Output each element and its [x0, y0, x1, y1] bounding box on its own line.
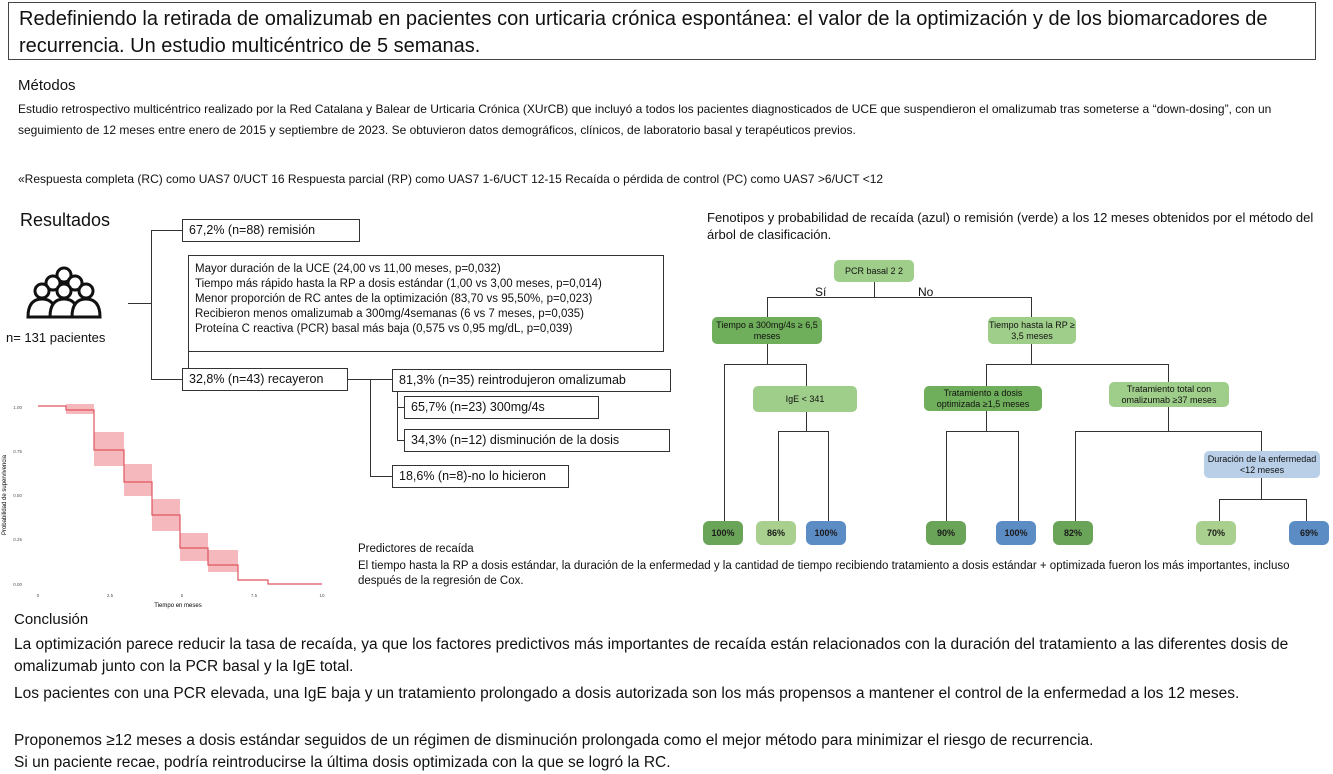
survival-ylabel: Probabilidad de supervivencia — [2, 454, 8, 536]
patients-count: n= 131 pacientes — [6, 330, 106, 345]
node-total-treatment: Tratamiento total con omalizumab ≥37 meses — [1109, 382, 1229, 407]
node-time-rp: Tiempo hasta la RP ≥ 3,5 meses — [988, 317, 1076, 344]
feature-item: Menor proporción de RC antes de la optimización (83,70 vs 95,50%, p=0,023) — [195, 293, 593, 305]
dose-decrease-box: 34,3% (n=12) disminución de la dosis — [404, 429, 670, 452]
node-ige: IgE < 341 — [753, 386, 857, 412]
results-heading: Resultados — [20, 210, 111, 230]
survival-xlabel: Tiempo en meses — [154, 603, 202, 609]
feature-item: Proteína C reactiva (PCR) basal más baja (0,575 vs 0,95 mg/dL, p=0,039) — [195, 323, 573, 335]
ytick: 1.00 — [13, 405, 22, 410]
no-reintro-box: 18,6% (n=8)-no lo hicieron — [392, 465, 569, 488]
branch-no: No — [918, 285, 934, 299]
patients-group-icon — [22, 265, 107, 320]
remission-box: 67,2% (n=88) remisión — [182, 219, 360, 242]
poster-title: Redefiniendo la retirada de omalizumab en pacientes con urticaria crónica espontánea: el valor de la optimización y de los biomarcadores de recurrencia. Un estudio multicéntrico de 5 semanas. — [8, 2, 1316, 60]
conclusion-p1: La optimización parece reducir la tasa de recaída, ya que los factores predictivos más importantes de recaída están relacionados con la duración del tratamiento a las diferentes dosis de omalizumab junto con la PCR basal y la IgE total. — [14, 636, 1289, 675]
ytick: 0.50 — [13, 493, 22, 498]
feature-item: Recibieron menos omalizumab a 300mg/4semanas (6 vs 7 meses, p=0,035) — [195, 308, 584, 320]
ytick: 0.00 — [13, 582, 22, 587]
xtick: 10 — [319, 593, 325, 598]
ytick: 0.75 — [13, 449, 22, 454]
leaf: 100% — [703, 521, 743, 545]
xtick: 7.5 — [250, 593, 258, 598]
relapse-box: 32,8% (n=43) recayeron — [182, 368, 348, 391]
xtick: 2.5 — [106, 593, 114, 598]
methods-heading: Métodos — [18, 77, 76, 94]
xtick: 0 — [36, 593, 40, 598]
conclusion-p2: Los pacientes con una PCR elevada, una IgE baja y un tratamiento prolongado a dosis autorizada son los más propensos a mantener el control de la enfermedad a los 12 meses. — [14, 685, 1240, 702]
conclusion-p4: Si un paciente recae, podría reintroducirse la última dosis optimizada con la que se logró la RC. — [14, 754, 671, 771]
leaf: 100% — [996, 521, 1036, 545]
tree-caption: Fenotipos y probabilidad de recaída (azul) o remisión (verde) a los 12 meses obtenidos por el método del árbol de clasificación. — [707, 210, 1314, 242]
node-time-300mg: Tiempo a 300mg/4s ≥ 6,5 meses — [712, 317, 822, 344]
dose-300-box: 65,7% (n=23) 300mg/4s — [404, 396, 599, 419]
feature-item: Mayor duración de la UCE (24,00 vs 11,00 meses, p=0,032) — [195, 263, 501, 275]
leaf: 100% — [806, 521, 846, 545]
remission-features-box — [188, 255, 664, 352]
predictors-heading: Predictores de recaída — [358, 543, 474, 555]
node-disease-duration: Duración de la enfermedad <12 meses — [1204, 451, 1320, 478]
reintroduced-box: 81,3% (n=35) reintrodujeron omalizumab — [392, 369, 671, 392]
conclusion-p3: Proponemos ≥12 meses a dosis estándar seguidos de un régimen de disminución prolongada como el mejor método para minimizar el riesgo de recurrencia. — [14, 732, 1094, 749]
ytick: 0.25 — [13, 537, 22, 542]
leaf: 82% — [1053, 521, 1093, 545]
feature-item: Tiempo más rápido hasta la RP a dosis estándar (1,00 vs 3,00 meses, p=0,014) — [195, 278, 602, 290]
leaf: 86% — [756, 521, 796, 545]
node-pcr-basal: PCR basal 2 2 — [834, 260, 914, 282]
leaf: 69% — [1289, 521, 1329, 545]
predictors-text: El tiempo hasta la RP a dosis estándar, la duración de la enfermedad y la cantidad de tiempo recibiendo tratamiento a dosis estándar + optimizada fueron los más importantes, incluso después de la regresión de Cox. — [358, 560, 1290, 587]
xtick: 5 — [180, 593, 184, 598]
methods-text: Estudio retrospectivo multicéntrico realizado por la Red Catalana y Balear de Urticaria Crónica (XUrCB) que incluyó a todos los pacientes diagnosticados de UCE que suspendieron el omalizumab tras someterse a “down-dosing”, con un seguimiento de 12 meses entre enero de 2015 y septiembre de 2023. Se obtuvieron datos demográficos, clínicos, de laboratorio basal y terapéuticos previos. — [18, 102, 1272, 137]
node-optimized-dose: Tratamiento a dosis optimizada ≥1,5 meses — [924, 386, 1042, 411]
methods-definitions: «Respuesta completa (RC) como UAS7 0/UCT 16 Respuesta parcial (RP) como UAS7 1-6/UCT 12-15 Recaída o pérdida de control (PC) como UAS7 >6/UCT <12 — [18, 172, 884, 186]
branch-yes: Sí — [815, 285, 827, 299]
leaf: 70% — [1196, 521, 1236, 545]
conclusion-heading: Conclusión — [14, 611, 89, 628]
survival-chart — [0, 395, 335, 610]
leaf: 90% — [926, 521, 966, 545]
